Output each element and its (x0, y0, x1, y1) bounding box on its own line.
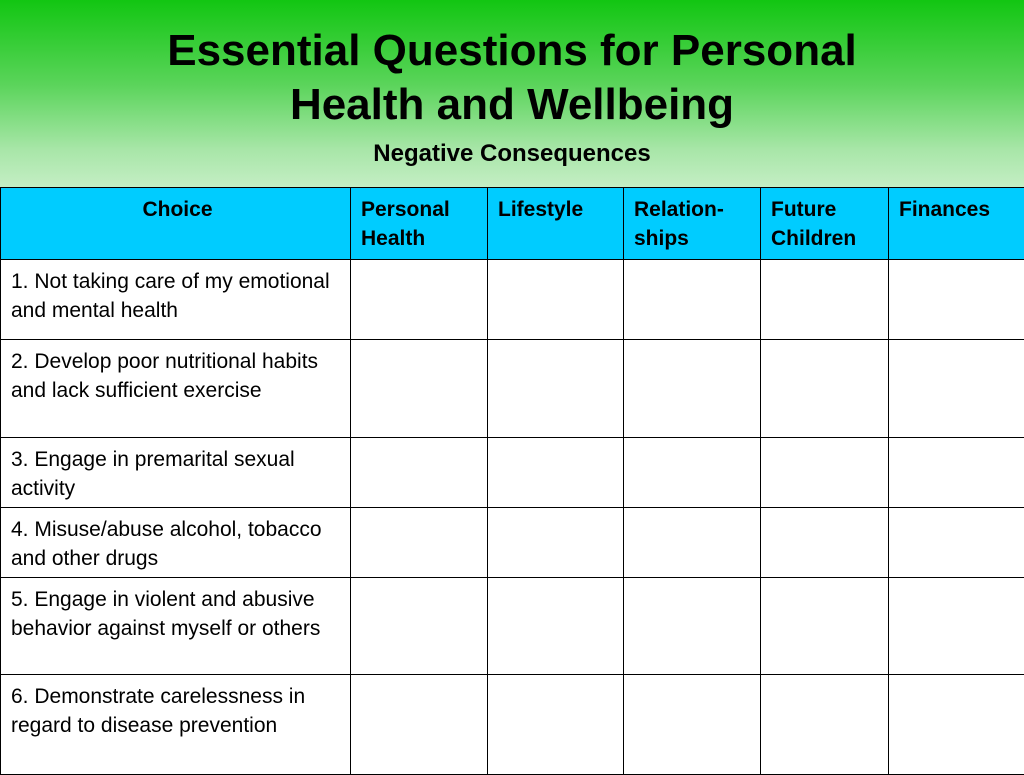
finances-cell[interactable] (889, 508, 1024, 578)
future-children-cell[interactable] (761, 340, 889, 438)
relationships-cell[interactable] (624, 508, 761, 578)
future-children-cell[interactable] (761, 508, 889, 578)
choice-cell: 6. Demonstrate carelessness in regard to disease prevention (1, 675, 351, 775)
column-header-lifestyle: Lifestyle (488, 188, 624, 260)
table-header-row (1, 188, 1024, 260)
finances-cell[interactable] (889, 578, 1024, 675)
future-children-cell[interactable] (761, 260, 889, 340)
relationships-cell[interactable] (624, 578, 761, 675)
table-row (1, 675, 1024, 775)
finances-cell[interactable] (889, 340, 1024, 438)
future-children-cell[interactable] (761, 675, 889, 775)
choice-cell: 1. Not taking care of my emotional and mental health (1, 260, 351, 340)
personal-health-cell[interactable] (351, 340, 488, 438)
choice-cell: 3. Engage in premarital sexual activity (1, 438, 351, 508)
lifestyle-cell[interactable] (488, 675, 624, 775)
personal-health-cell[interactable] (351, 260, 488, 340)
finances-cell[interactable] (889, 260, 1024, 340)
choice-cell: 5. Engage in violent and abusive behavior against myself or others (1, 578, 351, 675)
column-header-relationships: Relation-ships (624, 188, 761, 260)
relationships-cell[interactable] (624, 438, 761, 508)
future-children-cell[interactable] (761, 578, 889, 675)
table-row (1, 340, 1024, 438)
slide-title-line-1: Essential Questions for Personal (0, 24, 1024, 78)
table-row (1, 260, 1024, 340)
column-header-finances: Finances (889, 188, 1024, 260)
slide-title (0, 24, 1024, 132)
future-children-cell[interactable] (761, 438, 889, 508)
finances-cell[interactable] (889, 675, 1024, 775)
personal-health-cell[interactable] (351, 508, 488, 578)
choice-cell: 2. Develop poor nutritional habits and lack sufficient exercise (1, 340, 351, 438)
consequences-table (0, 187, 1024, 775)
personal-health-cell[interactable] (351, 675, 488, 775)
lifestyle-cell[interactable] (488, 260, 624, 340)
slide-title-line-2: Health and Wellbeing (0, 78, 1024, 132)
relationships-cell[interactable] (624, 340, 761, 438)
lifestyle-cell[interactable] (488, 578, 624, 675)
lifestyle-cell[interactable] (488, 508, 624, 578)
relationships-cell[interactable] (624, 260, 761, 340)
choice-cell: 4. Misuse/abuse alcohol, tobacco and other drugs (1, 508, 351, 578)
table-row (1, 578, 1024, 675)
column-header-choice: Choice (1, 188, 351, 260)
column-header-future-children: Future Children (761, 188, 889, 260)
relationships-cell[interactable] (624, 675, 761, 775)
column-header-personal-health: Personal Health (351, 188, 488, 260)
personal-health-cell[interactable] (351, 578, 488, 675)
personal-health-cell[interactable] (351, 438, 488, 508)
table-row (1, 438, 1024, 508)
finances-cell[interactable] (889, 438, 1024, 508)
lifestyle-cell[interactable] (488, 438, 624, 508)
slide-subtitle: Negative Consequences (0, 139, 1024, 169)
table-row (1, 508, 1024, 578)
lifestyle-cell[interactable] (488, 340, 624, 438)
